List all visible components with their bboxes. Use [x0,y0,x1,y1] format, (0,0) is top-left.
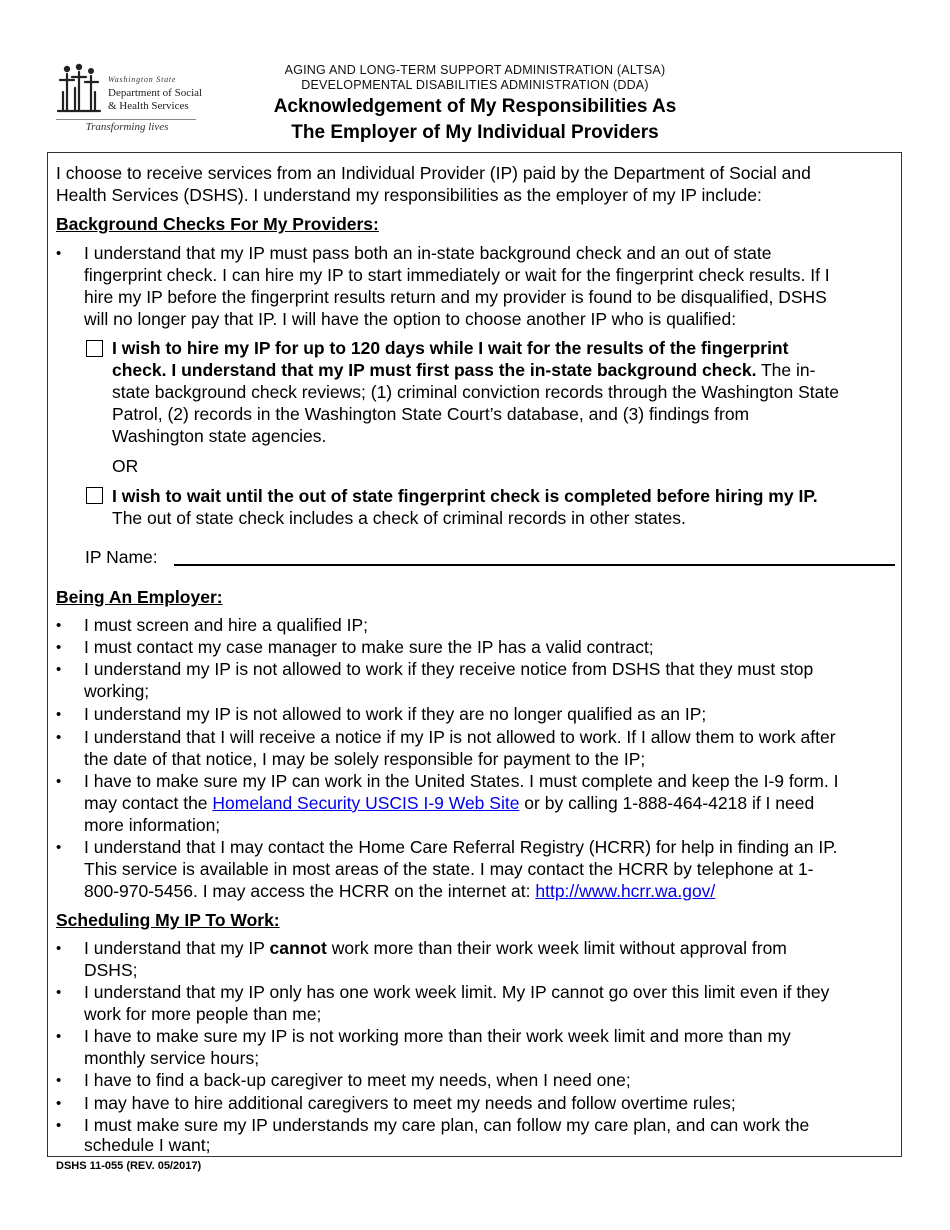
option1-line4: Patrol, (2) records in the Washington State Court’s database, and (3) findings from [112,404,750,424]
bullet-icon: • [56,617,62,634]
scheduling-item-6-l2: schedule I want; [84,1135,211,1155]
employer-item-7-l2: This service is available in most areas of the state. I may contact the HCRR by telephone at 1- [84,859,814,879]
scheduling-item-3-l2: monthly service hours; [84,1048,260,1068]
scheduling-item-6-l1: I must make sure my IP understands my care plan, can follow my care plan, and can work the [84,1115,810,1135]
background-text-l1: I understand that my IP must pass both an in-state background check and an out of state [84,243,772,263]
scheduling-item-5: I may have to hire additional caregivers to meet my needs and follow overtime rules; [84,1093,736,1113]
bullet-icon: • [56,773,62,790]
employer-item-4: I understand my IP is not allowed to work if they are no longer qualified as an IP; [84,704,707,724]
hire-now-checkbox[interactable] [86,340,103,357]
employer-item-1: I must screen and hire a qualified IP; [84,615,369,635]
or-label: OR [112,456,139,476]
page-title-line1: Acknowledgement of My Responsibilities As [273,96,677,117]
admin-line-altsa: AGING AND LONG-TERM SUPPORT ADMINISTRATION (ALTSA) [284,63,666,77]
intro-line1: I choose to receive services from an Individual Provider (IP) paid by the Department of Social and [56,163,811,183]
ip-name-field[interactable] [174,564,895,566]
logo-state-text: Washington State [108,75,177,84]
bullet-icon: • [56,706,62,723]
employer-item-7-l3: 800-970-5456. I may access the HCRR on the internet at: http://www.hcrr.wa.gov/ [84,881,716,901]
hcrr-website-link[interactable]: http://www.hcrr.wa.gov/ [535,881,716,901]
heading-scheduling: Scheduling My IP To Work: [56,910,280,930]
employer-item-6-l1: I have to make sure my IP can work in the United States. I must complete and keep the I-9 form. I [84,771,839,791]
bullet-icon: • [56,245,62,262]
option1-line3: state background check reviews; (1) criminal conviction records through the Washington State [112,382,839,402]
wait-fingerprint-checkbox[interactable] [86,487,103,504]
scheduling-item-3-l1: I have to make sure my IP is not working more than their work week limit and more than my [84,1026,791,1046]
employer-item-3-l2: working; [84,681,150,701]
option2-bold-l1: I wish to wait until the out of state fingerprint check is completed before hiring my IP. [112,486,818,506]
option1-line5: Washington state agencies. [112,426,327,446]
bullet-icon: • [56,984,62,1001]
scheduling-item-2-l1: I understand that my IP only has one work week limit. My IP cannot go over this limit even if they [84,982,830,1002]
bullet-icon: • [56,839,62,856]
uscis-i9-link[interactable]: Homeland Security USCIS I-9 Web Site [212,793,520,813]
employer-item-5-l2: the date of that notice, I may be solely responsible for payment to the IP; [84,749,646,769]
logo-divider [56,119,196,120]
ip-name-label: IP Name: [85,547,158,567]
heading-background-checks: Background Checks For My Providers: [56,214,379,234]
scheduling-item-2-l2: work for more people than me; [84,1004,322,1024]
page-title-line2: The Employer of My Individual Providers [291,122,659,143]
bullet-icon: • [56,729,62,746]
dshs-logo [56,60,203,138]
bullet-icon: • [56,639,62,656]
bullet-icon: • [56,940,62,957]
intro-line2: Health Services (DSHS). I understand my responsibilities as the employer of my IP include: [56,185,762,205]
form-number: DSHS 11-055 (REV. 05/2017) [56,1160,202,1172]
heading-being-an-employer: Being An Employer: [56,587,223,607]
option1-bold-l1: I wish to hire my IP for up to 120 days while I wait for the results of the fingerprint [112,338,789,358]
background-text-l3: hire my IP before the fingerprint results return and my provider is found to be disqualified, DSHS [84,287,827,307]
logo-tagline: Transforming lives [85,121,169,133]
background-text-l4: will no longer pay that IP. I will have the option to choose another IP who is qualified: [84,309,737,329]
bullet-icon: • [56,1117,62,1134]
employer-item-3-l1: I understand my IP is not allowed to work if they receive notice from DSHS that they must stop [84,659,814,679]
employer-item-5-l1: I understand that I will receive a notice if my IP is not allowed to work. If I allow them to work after [84,727,836,747]
bullet-icon: • [56,661,62,678]
bullet-icon: • [56,1072,62,1089]
logo-department-name: Department of Social & Health Services [108,87,203,112]
employer-item-6-l2: may contact the Homeland Security USCIS I-9 Web Site or by calling 1-888-464-4218 if I need [84,793,815,813]
option1-line2: check. I understand that my IP must first pass the in-state background check. The in- [112,360,816,380]
scheduling-item-1-l1: I understand that my IP cannot work more than their work week limit without approval from [84,938,787,958]
employer-item-6-l3: more information; [84,815,221,835]
background-text-l2: fingerprint check. I can hire my IP to start immediately or wait for the fingerprint check results. If I [84,265,830,285]
employer-item-7-l1: I understand that I may contact the Home Care Referral Registry (HCRR) for help in finding an IP. [84,837,838,857]
admin-line-dda: DEVELOPMENTAL DISABILITIES ADMINISTRATION (DDA) [301,78,649,92]
option2-line2: The out of state check includes a check of criminal records in other states. [112,508,686,528]
scheduling-item-1-l2: DSHS; [84,960,138,980]
employer-item-2: I must contact my case manager to make sure the IP has a valid contract; [84,637,654,657]
family-figures-icon [56,62,102,114]
bullet-icon: • [56,1095,62,1112]
scheduling-item-4: I have to find a back-up caregiver to meet my needs, when I need one; [84,1070,631,1090]
bullet-icon: • [56,1028,62,1045]
